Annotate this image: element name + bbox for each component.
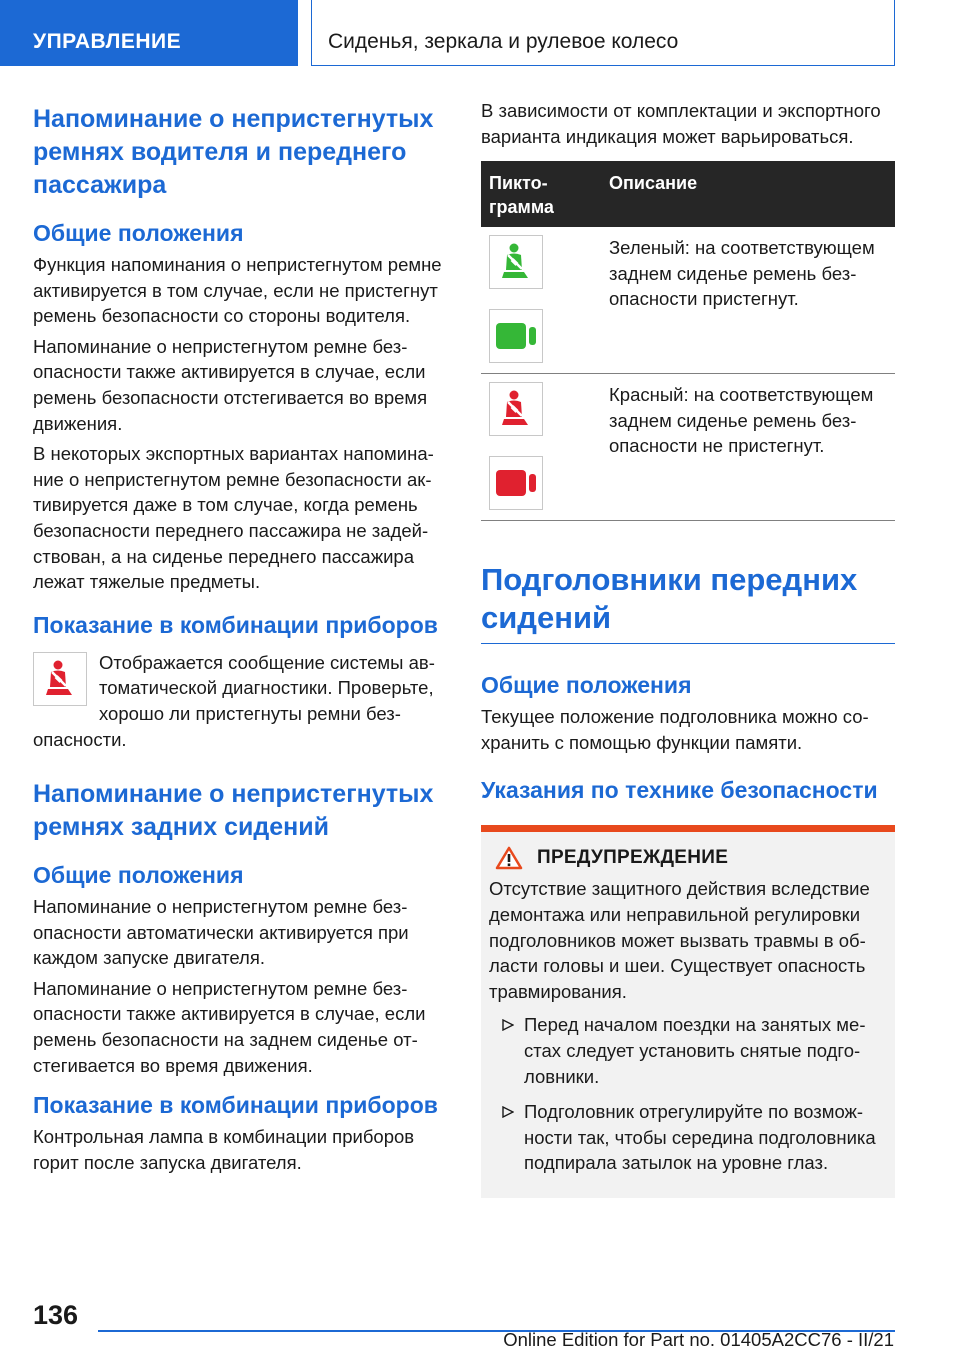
bullet-triangle-icon [502,1019,514,1031]
right-column [481,98,895,1198]
warning-list [489,1012,887,1176]
subheading-display-2: Показание в комбинации приборов [33,1092,438,1119]
footer-edition: Online Edition for Part no. 01405A2CC76 - II/21 [503,1329,894,1350]
paragraph: В зависимости от комплектации и экспортного варианта индикация может варьироваться. [481,100,881,147]
table-cell-description: Зеленый: на соответствующем заднем сиденье ремень безопасности пристегнут. [601,227,895,374]
paragraph: В некоторых экспортных вариантах напоминание о непристегнутом ремне безопасности активируется даже в том случае, когда ремень безопасности переднего пассажира не задействован, а на сиденье переднего пассажира лежат тяжелые предметы. [33,443,434,593]
subheading-general-3: Общие положения [481,672,692,699]
warning-triangle-icon [495,846,523,870]
heading-rear-reminder: Напоминание о непристегнутых ремнях задних сидений [33,780,434,842]
list-item: Подголовник отрегулируйте по возможности так, чтобы середина подголовника подпирала затылок на уровне глаз. [489,1099,887,1176]
paragraph: Отображается сообщение системы автоматической диагностики. Проверьте, хорошо ли пристегнуты ремни безопасности. [33,651,435,750]
red-seat-indicator-icon [489,456,543,510]
bullet-triangle-icon [502,1106,514,1118]
table-header-row [481,161,895,227]
red-seatbelt-icon [489,382,543,436]
green-seat-indicator-icon [489,309,543,363]
paragraph: Контрольная лампа в комбинации приборов горит после запуска двигателя. [33,1126,415,1173]
page-number: 136 [33,1300,79,1330]
list-item: Перед началом поездки на занятых местах следует установить снятые подголовники. [489,1012,887,1089]
heading-front-reminder: Напоминание о непристегнутых ремнях водителя и переднего пассажира [33,105,434,199]
warning-box [481,825,895,1198]
table-header-pictogram: Пиктограмма [481,161,601,227]
table-row [481,374,895,521]
green-seatbelt-icon [489,235,543,289]
paragraph: Напоминание о непристегнутом ремне безопасности автоматически активируется при каждом запуске двигателя. [33,896,409,969]
subheading-display-1: Показание в комбинации приборов [33,611,438,638]
paragraph: Текущее положение подголовника можно сохранить с помощью функции памяти. [481,706,869,753]
section-tab: УПРАВЛЕНИЕ [0,0,298,66]
table-header-description: Описание [601,161,895,227]
paragraph: Напоминание о непристегнутом ремне безопасности также активируется в случае, если ремень безопасности отстегивается во время движения. [33,335,428,434]
table-row [481,227,895,374]
pictogram-table [481,161,895,521]
subheading-safety: Указания по технике безопасности [481,777,878,804]
paragraph: Напоминание о непристегнутом ремне безопасности также активируется в случае, если ремень безопасности на заднем сиденье отстегивается во время движения. [33,977,426,1076]
warning-text: Отсутствие защитного действия вследствие демонтажа или неправильной регулировки подголовников может вызвать травмы в области головы и шеи. Существует опасность травмирования. [489,878,870,1002]
paragraph: Функция напоминания о непристегнутом ремне активируется в том случае, если не пристегнут ремень безопасности со стороны водителя. [33,254,442,327]
subheading-general-2: Общие положения [33,862,244,889]
warning-title: ПРЕДУПРЕЖДЕНИЕ [537,847,729,869]
left-column [33,103,447,1175]
chapter-title: Сиденья, зеркала и рулевое колесо [311,0,895,66]
seatbelt-warning-icon [33,652,87,706]
subheading-general-1: Общие положения [33,220,244,246]
table-cell-description: Красный: на соответствующем заднем сиденье ремень безопасности не пристегнут. [601,374,895,521]
heading-headrests: Подголовники передних сидений [481,561,895,644]
